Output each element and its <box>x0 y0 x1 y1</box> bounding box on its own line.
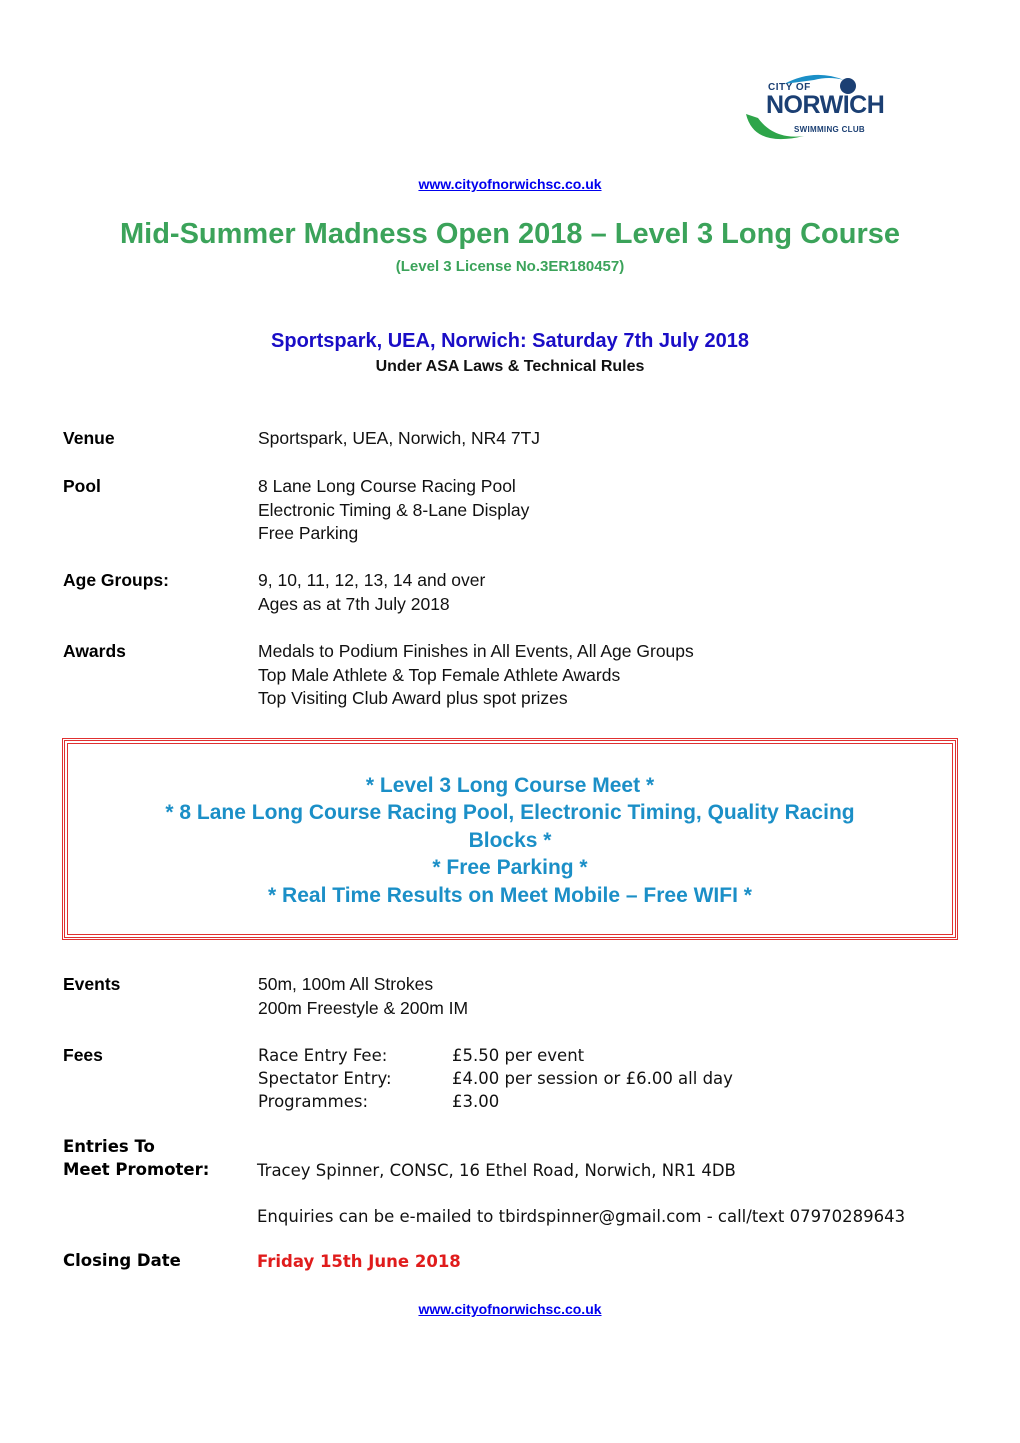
website-link-bottom[interactable]: www.cityofnorwichsc.co.uk <box>418 1301 602 1317</box>
fees-label: Fees <box>63 1045 103 1065</box>
promoter-address: Tracey Spinner, CONSC, 16 Ethel Road, Norwich, NR1 4DB <box>257 1161 736 1180</box>
pool-label: Pool <box>63 476 101 496</box>
fee-row: Programmes: £3.00 <box>258 1092 500 1111</box>
enquiries-text: Enquiries can be e-mailed to tbirdspinner@gmail.com - call/text 07970289643 <box>257 1207 906 1226</box>
logo-line-swimming-club: SWIMMING CLUB <box>794 125 866 134</box>
awards-value: Medals to Podium Finishes in All Events, All Age Groups Top Male Athlete & Top Female Athlete Awards Top Visiting Club Award plus spot prizes <box>258 641 694 708</box>
page-title: Mid-Summer Madness Open 2018 – Level 3 Long Course <box>120 218 900 250</box>
meet-promoter-label: Meet Promoter: <box>63 1160 210 1179</box>
logo-line-norwich: NORWICH <box>766 91 885 119</box>
entries-to-label: Entries To <box>63 1137 155 1156</box>
fee-row: Spectator Entry: £4.00 per session or £6.00 all day <box>258 1069 733 1088</box>
license-number: (Level 3 License No.3ER180457) <box>395 258 625 275</box>
age-groups-value: 9, 10, 11, 12, 13, 14 and over Ages as at 7th July 2018 <box>258 570 486 614</box>
highlight-line: * 8 Lane Long Course Racing Pool, Electronic Timing, Quality Racing <box>165 801 855 824</box>
venue-value: Sportspark, UEA, Norwich, NR4 7TJ <box>258 428 541 448</box>
pool-value: 8 Lane Long Course Racing Pool Electronic Timing & 8-Lane Display Free Parking <box>258 476 530 543</box>
age-groups-label: Age Groups: <box>63 570 169 590</box>
highlight-line: * Free Parking * <box>432 856 588 879</box>
closing-date-label: Closing Date <box>63 1251 181 1270</box>
highlight-line: * Real Time Results on Meet Mobile – Free WIFI * <box>268 884 752 907</box>
fees-table <box>258 1044 733 1113</box>
highlight-line: * Level 3 Long Course Meet * <box>365 774 655 797</box>
club-logo <box>744 70 894 148</box>
events-value: 50m, 100m All Strokes 200m Freestyle & 200m IM <box>258 974 469 1018</box>
closing-date-value: Friday 15th June 2018 <box>257 1252 461 1271</box>
website-link-top[interactable]: www.cityofnorwichsc.co.uk <box>418 176 602 192</box>
events-label: Events <box>63 974 121 994</box>
rules-subheading: Under ASA Laws & Technical Rules <box>375 358 645 375</box>
fee-row: Race Entry Fee: £5.50 per event <box>258 1046 585 1065</box>
logo-line-city: CITY OF <box>768 82 811 93</box>
highlight-line: Blocks * <box>468 829 552 852</box>
venue-date-heading: Sportspark, UEA, Norwich: Saturday 7th July 2018 <box>271 330 749 352</box>
awards-label: Awards <box>63 641 126 661</box>
venue-label: Venue <box>63 428 115 448</box>
